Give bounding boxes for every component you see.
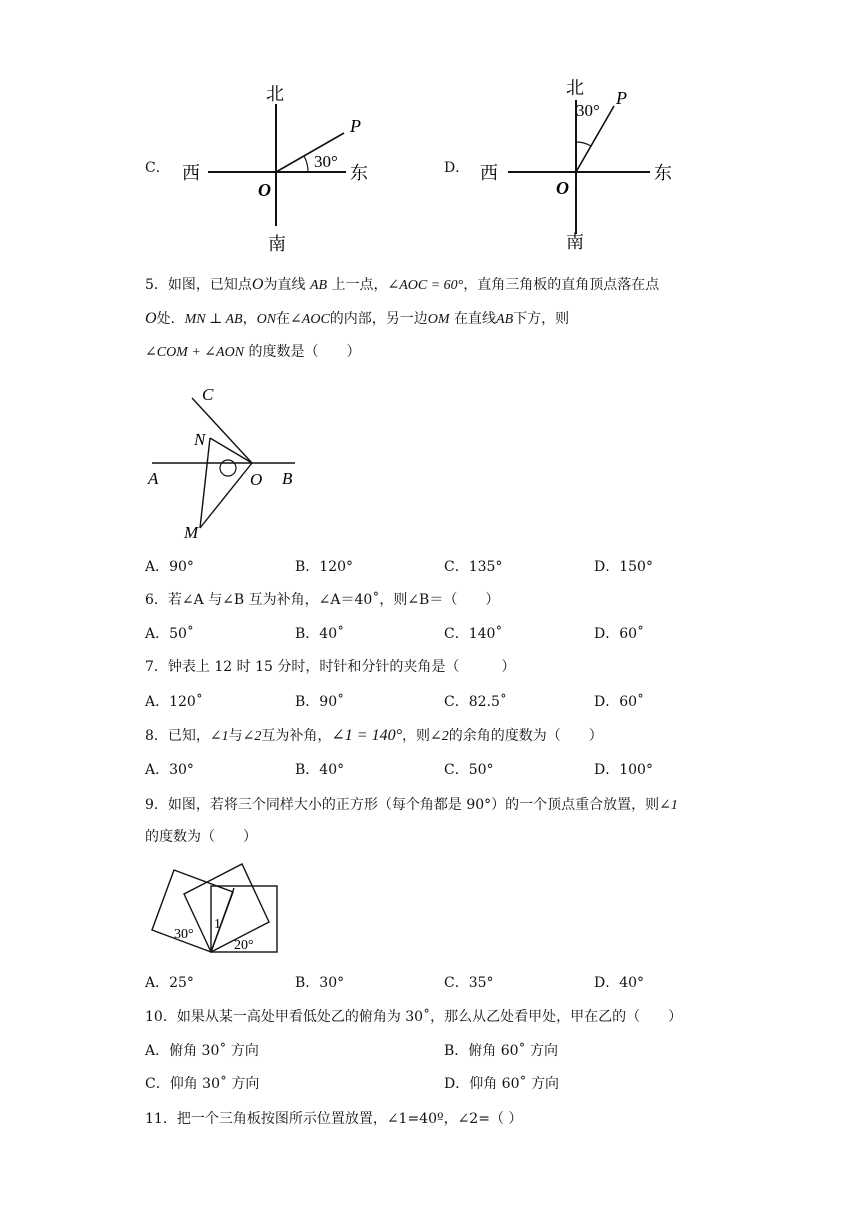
q5-figure: [140, 378, 310, 548]
q4-option-d-diagram: [478, 70, 688, 260]
q4-option-c-diagram: [178, 78, 378, 258]
q4-option-d-letter: D．: [444, 160, 470, 176]
q8-option-c: C．50°: [444, 762, 494, 778]
q8-stem: 8．已知，∠1与∠2互为补角，∠1 = 140°，则∠2的余角的度数为（ ）: [145, 727, 603, 744]
q4d-south: 南: [566, 232, 584, 252]
q6-option-d: D．60˚: [594, 626, 645, 642]
q5-line1: 5．如图，已知点O为直线 AB 上一点，∠AOC = 60°，直角三角板的直角顶点落在点: [145, 276, 660, 293]
q4d-origin: O: [556, 178, 569, 198]
q9-option-a: A．25°: [145, 975, 194, 991]
q7-option-d: D．60˚: [594, 694, 645, 710]
q4c-south: 南: [268, 234, 286, 254]
q5-line3: ∠COM + ∠AON 的度数是（ ）: [145, 344, 361, 360]
q5-label-C: C: [202, 385, 214, 404]
q5-label-N: N: [194, 430, 206, 449]
q4c-east: 东: [350, 163, 368, 183]
q6-stem: 6．若∠A 与∠B 互为补角，∠A＝40˚，则∠B＝（ ）: [145, 592, 500, 608]
q4c-north: 北: [266, 84, 284, 104]
q5-label-M: M: [184, 523, 199, 542]
q9-line2: 的度数为（ ）: [145, 829, 257, 845]
q9-figure: [148, 858, 288, 958]
q9-option-d: D．40°: [594, 975, 645, 991]
q7-option-b: B．90˚: [295, 694, 345, 710]
q4d-angle: 30°: [576, 101, 600, 120]
q5-option-c: C．135°: [444, 559, 503, 575]
q10-option-a: A．俯角 30˚ 方向: [145, 1043, 259, 1059]
q4d-east: 东: [654, 163, 672, 183]
q8-option-d: D．100°: [594, 762, 653, 778]
q9-label-1: 1: [214, 917, 221, 932]
q5-option-d: D．150°: [594, 559, 653, 575]
q9-line1: 9．如图，若将三个同样大小的正方形（每个角都是 90°）的一个顶点重合放置，则∠1: [145, 797, 678, 813]
q5-option-a: A．90°: [145, 559, 194, 575]
q4d-north: 北: [566, 78, 584, 98]
q11-stem: 11．把一个三角板按图所示位置放置，∠1=40º，∠2=（ ）: [145, 1111, 523, 1127]
q4c-west: 西: [182, 163, 200, 183]
q5-line2: O处．MN ⊥ AB，ON在∠AOC的内部，另一边OM 在直线AB下方，则: [145, 310, 570, 327]
q7-stem: 7．钟表上 12 时 15 分时，时针和分针的夹角是（ ）: [145, 659, 516, 675]
q4c-angle: 30°: [314, 152, 338, 171]
q7-option-c: C．82.5˚: [444, 694, 507, 710]
q10-option-d: D．仰角 60˚ 方向: [444, 1076, 559, 1092]
q8-option-b: B．40°: [295, 762, 345, 778]
q9-option-c: C．35°: [444, 975, 494, 991]
q9-label-20: 20°: [234, 938, 254, 953]
q6-option-a: A．50˚: [145, 626, 194, 642]
q9-option-b: B．30°: [295, 975, 345, 991]
q5-label-A: A: [148, 469, 159, 488]
q4c-origin: O: [258, 180, 271, 200]
q6-option-c: C．140˚: [444, 626, 503, 642]
q4d-west: 西: [480, 163, 498, 183]
q4d-point: P: [616, 88, 627, 108]
q5-label-B: B: [282, 469, 293, 488]
q10-stem: 10．如果从某一高处甲看低处乙的俯角为 30˚，那么从乙处看甲处，甲在乙的（ ）: [145, 1009, 683, 1025]
q8-option-a: A．30°: [145, 762, 194, 778]
q9-label-30: 30°: [174, 927, 194, 942]
q5-label-O: O: [250, 470, 263, 489]
q10-option-b: B．俯角 60˚ 方向: [444, 1043, 559, 1059]
q7-option-a: A．120˚: [145, 694, 203, 710]
q4-option-c-letter: C．: [145, 160, 170, 176]
q10-option-c: C．仰角 30˚ 方向: [145, 1076, 260, 1092]
q5-option-b: B．120°: [295, 559, 354, 575]
q4c-point: P: [350, 116, 361, 136]
q6-option-b: B．40˚: [295, 626, 345, 642]
